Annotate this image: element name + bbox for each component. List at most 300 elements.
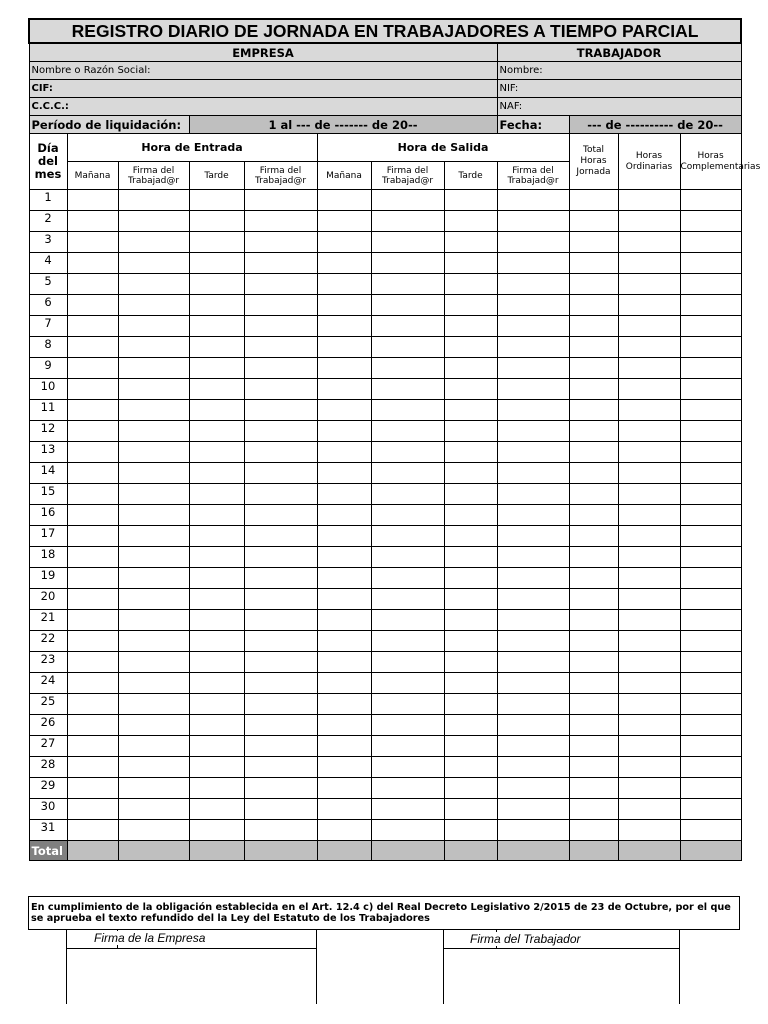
cell-entrada-manana-firma[interactable] <box>118 778 189 799</box>
cell-salida-tarde-firma[interactable] <box>497 463 569 484</box>
cell-entrada-tarde[interactable] <box>189 568 244 589</box>
cell-entrada-tarde-firma[interactable] <box>244 484 317 505</box>
cell-horas-complementarias[interactable] <box>680 211 741 232</box>
cell-total-horas[interactable] <box>569 820 618 841</box>
cell-salida-tarde[interactable] <box>444 274 497 295</box>
cell-entrada-manana-firma[interactable] <box>118 505 189 526</box>
cell-entrada-tarde-firma[interactable] <box>244 778 317 799</box>
cell-salida-manana-firma[interactable] <box>371 316 444 337</box>
cell-salida-tarde-firma[interactable] <box>497 673 569 694</box>
cell-salida-tarde[interactable] <box>444 505 497 526</box>
cell-total-horas[interactable] <box>569 253 618 274</box>
cell-salida-tarde-firma[interactable] <box>497 190 569 211</box>
cell-total-horas[interactable] <box>569 463 618 484</box>
cell-entrada-manana[interactable] <box>67 589 118 610</box>
cell-entrada-manana-firma[interactable] <box>118 379 189 400</box>
cell-horas-complementarias[interactable] <box>680 799 741 820</box>
cell-entrada-manana-firma[interactable] <box>118 232 189 253</box>
cell-salida-tarde[interactable] <box>444 253 497 274</box>
cell-salida-tarde-firma[interactable] <box>497 547 569 568</box>
cell-entrada-manana-firma[interactable] <box>118 673 189 694</box>
cell-entrada-manana-firma[interactable] <box>118 631 189 652</box>
cell-entrada-tarde[interactable] <box>189 484 244 505</box>
cell-horas-ordinarias[interactable] <box>618 358 680 379</box>
cell-entrada-tarde[interactable] <box>189 778 244 799</box>
total-entrada-tarde[interactable] <box>189 841 244 861</box>
cell-horas-complementarias[interactable] <box>680 358 741 379</box>
cell-entrada-tarde[interactable] <box>189 694 244 715</box>
fecha-value[interactable]: --- de ---------- de 20-- <box>569 116 741 134</box>
cell-horas-complementarias[interactable] <box>680 442 741 463</box>
sig-trabajador-box[interactable] <box>444 949 679 1004</box>
cell-salida-manana[interactable] <box>317 778 371 799</box>
cell-entrada-manana-firma[interactable] <box>118 652 189 673</box>
cell-salida-manana[interactable] <box>317 316 371 337</box>
cell-salida-tarde-firma[interactable] <box>497 295 569 316</box>
cell-total-horas[interactable] <box>569 568 618 589</box>
cell-total-horas[interactable] <box>569 589 618 610</box>
cell-entrada-tarde-firma[interactable] <box>244 295 317 316</box>
cell-horas-complementarias[interactable] <box>680 295 741 316</box>
cell-entrada-tarde[interactable] <box>189 421 244 442</box>
cell-horas-ordinarias[interactable] <box>618 232 680 253</box>
cell-entrada-tarde[interactable] <box>189 757 244 778</box>
cell-entrada-manana-firma[interactable] <box>118 589 189 610</box>
cell-salida-manana[interactable] <box>317 253 371 274</box>
cell-horas-complementarias[interactable] <box>680 673 741 694</box>
cell-salida-manana-firma[interactable] <box>371 631 444 652</box>
cell-salida-manana[interactable] <box>317 631 371 652</box>
cell-salida-tarde-firma[interactable] <box>497 736 569 757</box>
cell-horas-ordinarias[interactable] <box>618 694 680 715</box>
cell-horas-complementarias[interactable] <box>680 400 741 421</box>
cell-entrada-manana-firma[interactable] <box>118 736 189 757</box>
cell-entrada-tarde[interactable] <box>189 442 244 463</box>
cell-total-horas[interactable] <box>569 757 618 778</box>
cell-entrada-tarde-firma[interactable] <box>244 736 317 757</box>
cell-entrada-manana[interactable] <box>67 610 118 631</box>
cell-horas-ordinarias[interactable] <box>618 505 680 526</box>
cell-entrada-tarde[interactable] <box>189 358 244 379</box>
cell-total-horas[interactable] <box>569 715 618 736</box>
cell-entrada-tarde[interactable] <box>189 379 244 400</box>
cell-entrada-tarde-firma[interactable] <box>244 400 317 421</box>
cell-salida-tarde-firma[interactable] <box>497 484 569 505</box>
cell-salida-manana[interactable] <box>317 673 371 694</box>
cell-salida-tarde[interactable] <box>444 589 497 610</box>
cell-salida-manana[interactable] <box>317 463 371 484</box>
cell-salida-tarde-firma[interactable] <box>497 652 569 673</box>
cell-total-horas[interactable] <box>569 799 618 820</box>
cell-salida-manana-firma[interactable] <box>371 589 444 610</box>
cell-entrada-manana[interactable] <box>67 778 118 799</box>
cell-entrada-manana-firma[interactable] <box>118 190 189 211</box>
cell-entrada-manana[interactable] <box>67 799 118 820</box>
cell-total-horas[interactable] <box>569 190 618 211</box>
cell-salida-tarde[interactable] <box>444 631 497 652</box>
cell-salida-tarde[interactable] <box>444 463 497 484</box>
cell-horas-ordinarias[interactable] <box>618 484 680 505</box>
cell-entrada-manana-firma[interactable] <box>118 820 189 841</box>
cell-salida-manana[interactable] <box>317 400 371 421</box>
cell-salida-manana[interactable] <box>317 211 371 232</box>
cell-total-horas[interactable] <box>569 316 618 337</box>
cell-salida-tarde[interactable] <box>444 484 497 505</box>
cell-horas-ordinarias[interactable] <box>618 526 680 547</box>
cell-salida-tarde-firma[interactable] <box>497 505 569 526</box>
cell-salida-tarde[interactable] <box>444 316 497 337</box>
cell-horas-ordinarias[interactable] <box>618 820 680 841</box>
cell-horas-complementarias[interactable] <box>680 736 741 757</box>
cell-salida-tarde[interactable] <box>444 799 497 820</box>
cell-entrada-tarde[interactable] <box>189 274 244 295</box>
cell-salida-manana[interactable] <box>317 757 371 778</box>
cell-salida-tarde[interactable] <box>444 358 497 379</box>
total-entrada-tarde-firma[interactable] <box>244 841 317 861</box>
cell-horas-ordinarias[interactable] <box>618 421 680 442</box>
cell-entrada-tarde[interactable] <box>189 253 244 274</box>
cell-horas-complementarias[interactable] <box>680 694 741 715</box>
cell-total-horas[interactable] <box>569 421 618 442</box>
cell-salida-tarde-firma[interactable] <box>497 715 569 736</box>
cell-entrada-tarde-firma[interactable] <box>244 232 317 253</box>
trabajador-nif-field[interactable]: NIF: <box>497 80 741 98</box>
cell-entrada-tarde[interactable] <box>189 463 244 484</box>
cell-entrada-manana-firma[interactable] <box>118 694 189 715</box>
cell-entrada-manana[interactable] <box>67 568 118 589</box>
cell-salida-tarde-firma[interactable] <box>497 694 569 715</box>
cell-entrada-manana[interactable] <box>67 400 118 421</box>
cell-salida-manana[interactable] <box>317 652 371 673</box>
cell-total-horas[interactable] <box>569 652 618 673</box>
cell-horas-complementarias[interactable] <box>680 463 741 484</box>
cell-salida-tarde[interactable] <box>444 421 497 442</box>
cell-entrada-tarde[interactable] <box>189 190 244 211</box>
cell-salida-manana[interactable] <box>317 442 371 463</box>
cell-entrada-manana[interactable] <box>67 421 118 442</box>
cell-entrada-tarde-firma[interactable] <box>244 316 317 337</box>
cell-salida-manana[interactable] <box>317 421 371 442</box>
cell-horas-complementarias[interactable] <box>680 652 741 673</box>
cell-entrada-tarde-firma[interactable] <box>244 820 317 841</box>
cell-salida-tarde[interactable] <box>444 778 497 799</box>
cell-entrada-manana-firma[interactable] <box>118 715 189 736</box>
cell-salida-manana[interactable] <box>317 337 371 358</box>
cell-entrada-manana[interactable] <box>67 253 118 274</box>
cell-horas-ordinarias[interactable] <box>618 463 680 484</box>
cell-total-horas[interactable] <box>569 736 618 757</box>
cell-salida-manana[interactable] <box>317 232 371 253</box>
cell-entrada-manana-firma[interactable] <box>118 484 189 505</box>
cell-salida-manana-firma[interactable] <box>371 253 444 274</box>
cell-salida-manana-firma[interactable] <box>371 358 444 379</box>
cell-entrada-tarde[interactable] <box>189 715 244 736</box>
cell-entrada-manana[interactable] <box>67 757 118 778</box>
cell-entrada-tarde-firma[interactable] <box>244 589 317 610</box>
cell-total-horas[interactable] <box>569 610 618 631</box>
cell-salida-tarde[interactable] <box>444 400 497 421</box>
cell-salida-manana[interactable] <box>317 589 371 610</box>
cell-horas-ordinarias[interactable] <box>618 211 680 232</box>
cell-entrada-tarde-firma[interactable] <box>244 757 317 778</box>
cell-entrada-tarde[interactable] <box>189 400 244 421</box>
cell-entrada-manana[interactable] <box>67 463 118 484</box>
cell-entrada-tarde[interactable] <box>189 589 244 610</box>
cell-salida-tarde[interactable] <box>444 757 497 778</box>
cell-entrada-manana[interactable] <box>67 190 118 211</box>
cell-total-horas[interactable] <box>569 274 618 295</box>
cell-salida-tarde[interactable] <box>444 568 497 589</box>
cell-entrada-manana[interactable] <box>67 631 118 652</box>
cell-salida-tarde-firma[interactable] <box>497 316 569 337</box>
cell-salida-tarde-firma[interactable] <box>497 421 569 442</box>
cell-entrada-manana-firma[interactable] <box>118 421 189 442</box>
cell-entrada-tarde[interactable] <box>189 736 244 757</box>
cell-salida-tarde[interactable] <box>444 526 497 547</box>
cell-salida-manana[interactable] <box>317 610 371 631</box>
total-entrada-manana[interactable] <box>67 841 118 861</box>
cell-horas-ordinarias[interactable] <box>618 610 680 631</box>
cell-salida-manana[interactable] <box>317 547 371 568</box>
cell-salida-tarde-firma[interactable] <box>497 400 569 421</box>
cell-horas-complementarias[interactable] <box>680 547 741 568</box>
cell-salida-tarde[interactable] <box>444 211 497 232</box>
cell-horas-ordinarias[interactable] <box>618 652 680 673</box>
total-horas-ordinarias[interactable] <box>618 841 680 861</box>
cell-horas-complementarias[interactable] <box>680 568 741 589</box>
cell-total-horas[interactable] <box>569 232 618 253</box>
cell-salida-manana[interactable] <box>317 274 371 295</box>
cell-entrada-tarde[interactable] <box>189 610 244 631</box>
cell-entrada-tarde[interactable] <box>189 547 244 568</box>
cell-entrada-manana-firma[interactable] <box>118 610 189 631</box>
cell-horas-complementarias[interactable] <box>680 526 741 547</box>
cell-entrada-tarde[interactable] <box>189 799 244 820</box>
cell-salida-tarde-firma[interactable] <box>497 610 569 631</box>
cell-salida-tarde[interactable] <box>444 337 497 358</box>
cell-entrada-manana[interactable] <box>67 505 118 526</box>
cell-salida-tarde[interactable] <box>444 379 497 400</box>
cell-entrada-manana-firma[interactable] <box>118 358 189 379</box>
cell-entrada-manana[interactable] <box>67 442 118 463</box>
cell-entrada-tarde[interactable] <box>189 211 244 232</box>
cell-salida-manana-firma[interactable] <box>371 232 444 253</box>
cell-salida-manana[interactable] <box>317 358 371 379</box>
cell-salida-tarde[interactable] <box>444 442 497 463</box>
cell-salida-manana[interactable] <box>317 694 371 715</box>
cell-salida-tarde-firma[interactable] <box>497 379 569 400</box>
cell-horas-complementarias[interactable] <box>680 253 741 274</box>
periodo-value[interactable]: 1 al --- de ------- de 20-- <box>189 116 497 134</box>
cell-salida-manana-firma[interactable] <box>371 652 444 673</box>
cell-entrada-tarde[interactable] <box>189 820 244 841</box>
cell-horas-ordinarias[interactable] <box>618 253 680 274</box>
trabajador-nombre-field[interactable]: Nombre: <box>497 62 741 80</box>
cell-salida-manana-firma[interactable] <box>371 820 444 841</box>
cell-salida-manana[interactable] <box>317 484 371 505</box>
cell-entrada-tarde-firma[interactable] <box>244 610 317 631</box>
cell-salida-manana-firma[interactable] <box>371 694 444 715</box>
cell-salida-manana-firma[interactable] <box>371 568 444 589</box>
cell-salida-tarde-firma[interactable] <box>497 568 569 589</box>
cell-horas-ordinarias[interactable] <box>618 736 680 757</box>
cell-total-horas[interactable] <box>569 358 618 379</box>
cell-entrada-manana-firma[interactable] <box>118 295 189 316</box>
cell-entrada-manana[interactable] <box>67 736 118 757</box>
cell-entrada-manana-firma[interactable] <box>118 568 189 589</box>
cell-salida-manana-firma[interactable] <box>371 211 444 232</box>
cell-salida-manana[interactable] <box>317 379 371 400</box>
cell-horas-complementarias[interactable] <box>680 484 741 505</box>
cell-entrada-manana-firma[interactable] <box>118 274 189 295</box>
cell-entrada-tarde[interactable] <box>189 232 244 253</box>
cell-salida-tarde[interactable] <box>444 547 497 568</box>
cell-salida-tarde[interactable] <box>444 190 497 211</box>
cell-salida-tarde-firma[interactable] <box>497 211 569 232</box>
cell-entrada-tarde-firma[interactable] <box>244 673 317 694</box>
cell-entrada-tarde[interactable] <box>189 526 244 547</box>
cell-salida-manana-firma[interactable] <box>371 547 444 568</box>
empresa-razon-social-field[interactable]: Nombre o Razón Social: <box>29 62 497 80</box>
cell-entrada-manana[interactable] <box>67 820 118 841</box>
empresa-cif-field[interactable]: CIF: <box>29 80 497 98</box>
cell-entrada-tarde[interactable] <box>189 505 244 526</box>
cell-salida-tarde-firma[interactable] <box>497 274 569 295</box>
cell-entrada-manana[interactable] <box>67 484 118 505</box>
cell-entrada-manana-firma[interactable] <box>118 526 189 547</box>
cell-horas-ordinarias[interactable] <box>618 799 680 820</box>
cell-entrada-manana-firma[interactable] <box>118 337 189 358</box>
cell-entrada-tarde-firma[interactable] <box>244 211 317 232</box>
cell-salida-manana-firma[interactable] <box>371 610 444 631</box>
cell-horas-complementarias[interactable] <box>680 757 741 778</box>
total-salida-manana-firma[interactable] <box>371 841 444 861</box>
cell-horas-complementarias[interactable] <box>680 778 741 799</box>
cell-salida-tarde-firma[interactable] <box>497 757 569 778</box>
cell-horas-complementarias[interactable] <box>680 379 741 400</box>
cell-salida-manana-firma[interactable] <box>371 505 444 526</box>
cell-total-horas[interactable] <box>569 673 618 694</box>
cell-salida-tarde[interactable] <box>444 694 497 715</box>
total-horas-complementarias[interactable] <box>680 841 741 861</box>
cell-entrada-tarde-firma[interactable] <box>244 547 317 568</box>
cell-entrada-tarde[interactable] <box>189 337 244 358</box>
cell-entrada-manana-firma[interactable] <box>118 799 189 820</box>
cell-entrada-manana[interactable] <box>67 694 118 715</box>
cell-horas-ordinarias[interactable] <box>618 190 680 211</box>
cell-entrada-manana[interactable] <box>67 337 118 358</box>
cell-entrada-manana-firma[interactable] <box>118 463 189 484</box>
cell-entrada-manana-firma[interactable] <box>118 442 189 463</box>
cell-entrada-tarde[interactable] <box>189 631 244 652</box>
cell-salida-manana-firma[interactable] <box>371 337 444 358</box>
cell-entrada-manana[interactable] <box>67 547 118 568</box>
cell-entrada-manana-firma[interactable] <box>118 316 189 337</box>
cell-entrada-manana-firma[interactable] <box>118 400 189 421</box>
cell-horas-ordinarias[interactable] <box>618 337 680 358</box>
cell-salida-tarde[interactable] <box>444 820 497 841</box>
cell-salida-manana-firma[interactable] <box>371 463 444 484</box>
cell-horas-complementarias[interactable] <box>680 631 741 652</box>
cell-total-horas[interactable] <box>569 778 618 799</box>
cell-entrada-tarde-firma[interactable] <box>244 379 317 400</box>
cell-salida-tarde-firma[interactable] <box>497 820 569 841</box>
cell-total-horas[interactable] <box>569 526 618 547</box>
cell-entrada-tarde-firma[interactable] <box>244 337 317 358</box>
cell-entrada-tarde-firma[interactable] <box>244 799 317 820</box>
cell-entrada-tarde-firma[interactable] <box>244 442 317 463</box>
cell-entrada-tarde[interactable] <box>189 316 244 337</box>
cell-salida-tarde[interactable] <box>444 715 497 736</box>
cell-salida-tarde-firma[interactable] <box>497 232 569 253</box>
cell-entrada-tarde[interactable] <box>189 673 244 694</box>
cell-horas-complementarias[interactable] <box>680 715 741 736</box>
cell-entrada-manana-firma[interactable] <box>118 211 189 232</box>
cell-entrada-manana[interactable] <box>67 295 118 316</box>
cell-horas-complementarias[interactable] <box>680 421 741 442</box>
cell-salida-manana[interactable] <box>317 715 371 736</box>
cell-entrada-tarde-firma[interactable] <box>244 421 317 442</box>
total-total-horas[interactable] <box>569 841 618 861</box>
cell-entrada-tarde-firma[interactable] <box>244 631 317 652</box>
cell-entrada-tarde-firma[interactable] <box>244 463 317 484</box>
cell-horas-ordinarias[interactable] <box>618 568 680 589</box>
cell-horas-complementarias[interactable] <box>680 610 741 631</box>
cell-salida-manana-firma[interactable] <box>371 736 444 757</box>
cell-horas-ordinarias[interactable] <box>618 589 680 610</box>
cell-horas-complementarias[interactable] <box>680 274 741 295</box>
cell-horas-ordinarias[interactable] <box>618 715 680 736</box>
cell-horas-ordinarias[interactable] <box>618 400 680 421</box>
cell-salida-manana-firma[interactable] <box>371 379 444 400</box>
cell-horas-ordinarias[interactable] <box>618 379 680 400</box>
cell-total-horas[interactable] <box>569 631 618 652</box>
cell-total-horas[interactable] <box>569 295 618 316</box>
cell-entrada-manana[interactable] <box>67 274 118 295</box>
cell-salida-manana[interactable] <box>317 736 371 757</box>
cell-salida-tarde-firma[interactable] <box>497 526 569 547</box>
cell-horas-ordinarias[interactable] <box>618 757 680 778</box>
cell-entrada-manana[interactable] <box>67 526 118 547</box>
trabajador-naf-field[interactable]: NAF: <box>497 98 741 116</box>
cell-horas-ordinarias[interactable] <box>618 442 680 463</box>
cell-total-horas[interactable] <box>569 379 618 400</box>
cell-salida-manana-firma[interactable] <box>371 673 444 694</box>
cell-entrada-manana[interactable] <box>67 652 118 673</box>
cell-horas-complementarias[interactable] <box>680 589 741 610</box>
total-entrada-manana-firma[interactable] <box>118 841 189 861</box>
cell-horas-complementarias[interactable] <box>680 316 741 337</box>
cell-entrada-manana[interactable] <box>67 232 118 253</box>
cell-salida-manana-firma[interactable] <box>371 484 444 505</box>
cell-total-horas[interactable] <box>569 442 618 463</box>
cell-salida-manana-firma[interactable] <box>371 715 444 736</box>
cell-entrada-tarde-firma[interactable] <box>244 274 317 295</box>
empresa-ccc-field[interactable]: C.C.C.: <box>29 98 497 116</box>
cell-entrada-manana[interactable] <box>67 379 118 400</box>
cell-salida-tarde-firma[interactable] <box>497 799 569 820</box>
cell-horas-ordinarias[interactable] <box>618 673 680 694</box>
cell-entrada-manana-firma[interactable] <box>118 547 189 568</box>
cell-entrada-tarde-firma[interactable] <box>244 505 317 526</box>
cell-horas-ordinarias[interactable] <box>618 631 680 652</box>
cell-horas-complementarias[interactable] <box>680 337 741 358</box>
cell-salida-tarde-firma[interactable] <box>497 631 569 652</box>
cell-salida-manana-firma[interactable] <box>371 526 444 547</box>
cell-salida-manana[interactable] <box>317 568 371 589</box>
cell-horas-complementarias[interactable] <box>680 505 741 526</box>
cell-salida-tarde-firma[interactable] <box>497 358 569 379</box>
